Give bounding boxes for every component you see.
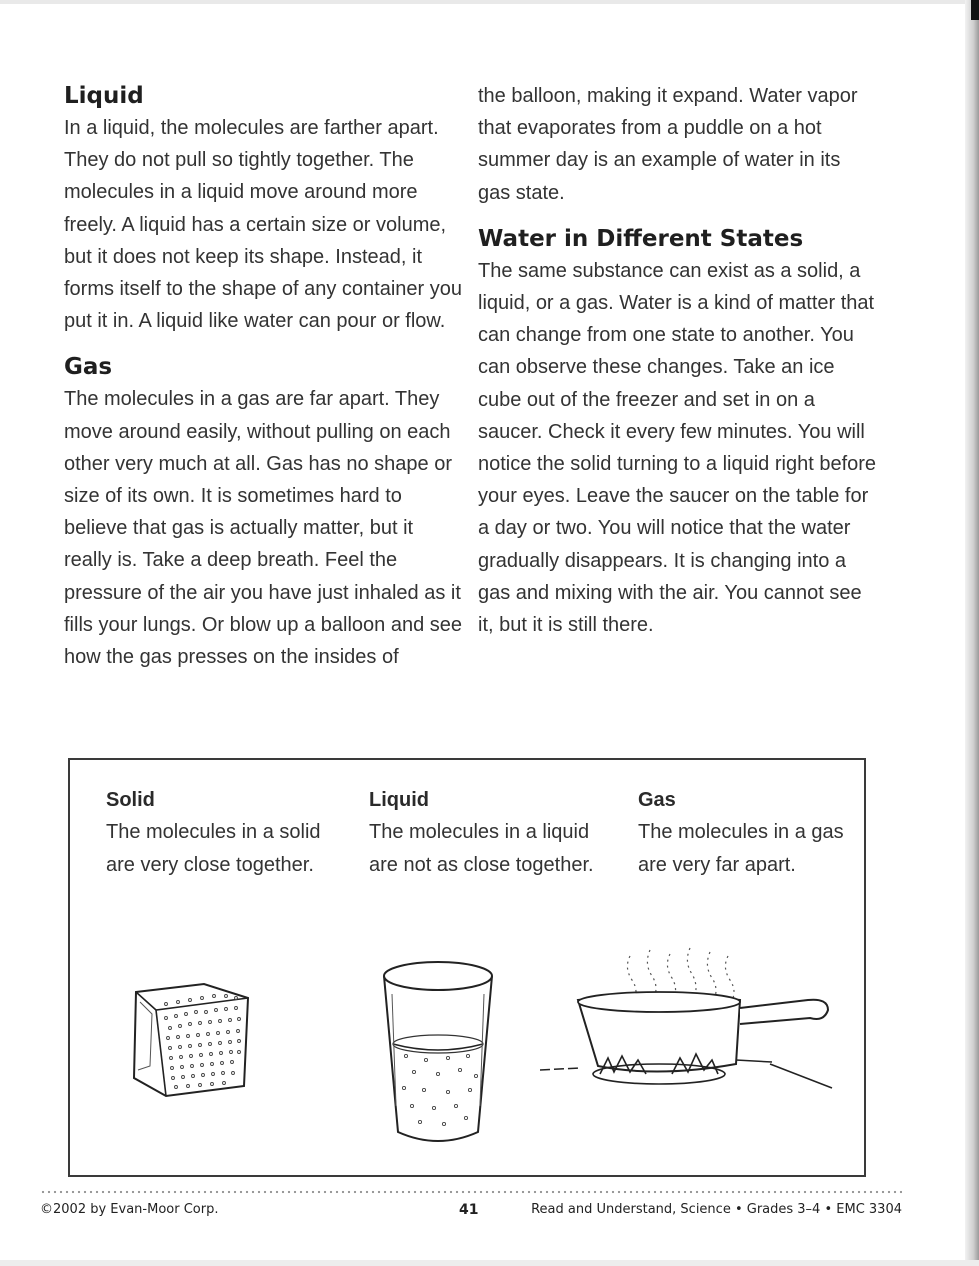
steaming-pot-icon xyxy=(540,938,840,1118)
page-number: 41 xyxy=(459,1202,479,1218)
solid-panel xyxy=(106,784,336,881)
left-column xyxy=(64,80,464,673)
liquid-title: Liquid xyxy=(369,789,429,811)
liquid-paragraph: In a liquid, the molecules are farther apart. They do not pull so tightly together. The molecules in a liquid move around more freely. A liquid has a certain size or volume, but it does not keep its shape. Instead, it forms itself to the shape of any container you put it in. A liquid like water can pour or flow. xyxy=(64,117,462,333)
solid-title: Solid xyxy=(106,789,155,811)
footer-dotted-rule xyxy=(40,1189,902,1195)
ice-cube-icon xyxy=(126,974,256,1104)
water-states-paragraph: The same substance can exist as a solid, a liquid, or a gas. Water is a kind of matter that can change from one state to another. You can observe these changes. Take an ice cube out of the freezer and set in on a saucer. Check it every few minutes. You will notice the solid turning to a liquid right before your eyes. Leave the saucer on the table for a day or two. You will notice that the water gradually disappears. It is changing into a gas and mixing with the air. You cannot see it, but it is still there. xyxy=(478,259,877,637)
gas-paragraph: The molecules in a gas are far apart. They move around easily, without pulling on each other very much at all. Gas has no shape or size of its own. It is sometimes hard to believe that gas is actually matter, but it really is. Take a deep breath. Feel the pressure of the air you have just inhaled as it fills your lungs. Or blow up a balloon and see how the gas presses on the insides of xyxy=(64,388,463,669)
liquid-heading: Liquid xyxy=(64,83,144,109)
gas-panel xyxy=(638,784,868,881)
scan-edge-right xyxy=(965,0,979,1266)
footer-book-info: Read and Understand, Science • Grades 3–4 • EMC 3304 xyxy=(531,1202,902,1217)
liquid-panel xyxy=(369,784,599,881)
gas-description: The molecules in a gas are very far apart. xyxy=(638,821,844,876)
states-of-matter-box xyxy=(68,758,866,1177)
footer-copyright: ©2002 by Evan-Moor Corp. xyxy=(40,1202,219,1217)
gas-continued-paragraph: the balloon, making it expand. Water vapor that evaporates from a puddle on a hot summer day is an example of water in its gas state. xyxy=(478,85,858,204)
water-states-heading: Water in Different States xyxy=(478,225,804,252)
scan-edge-top xyxy=(0,0,979,4)
scan-corner-mark xyxy=(971,0,979,20)
scan-edge-bottom xyxy=(0,1260,979,1266)
water-glass-icon xyxy=(376,956,500,1152)
gas-heading: Gas xyxy=(64,354,113,381)
liquid-description: The molecules in a liquid are not as close together. xyxy=(369,821,594,876)
right-column xyxy=(478,80,878,641)
gas-title: Gas xyxy=(638,789,676,811)
solid-description: The molecules in a solid are very close together. xyxy=(106,821,321,876)
